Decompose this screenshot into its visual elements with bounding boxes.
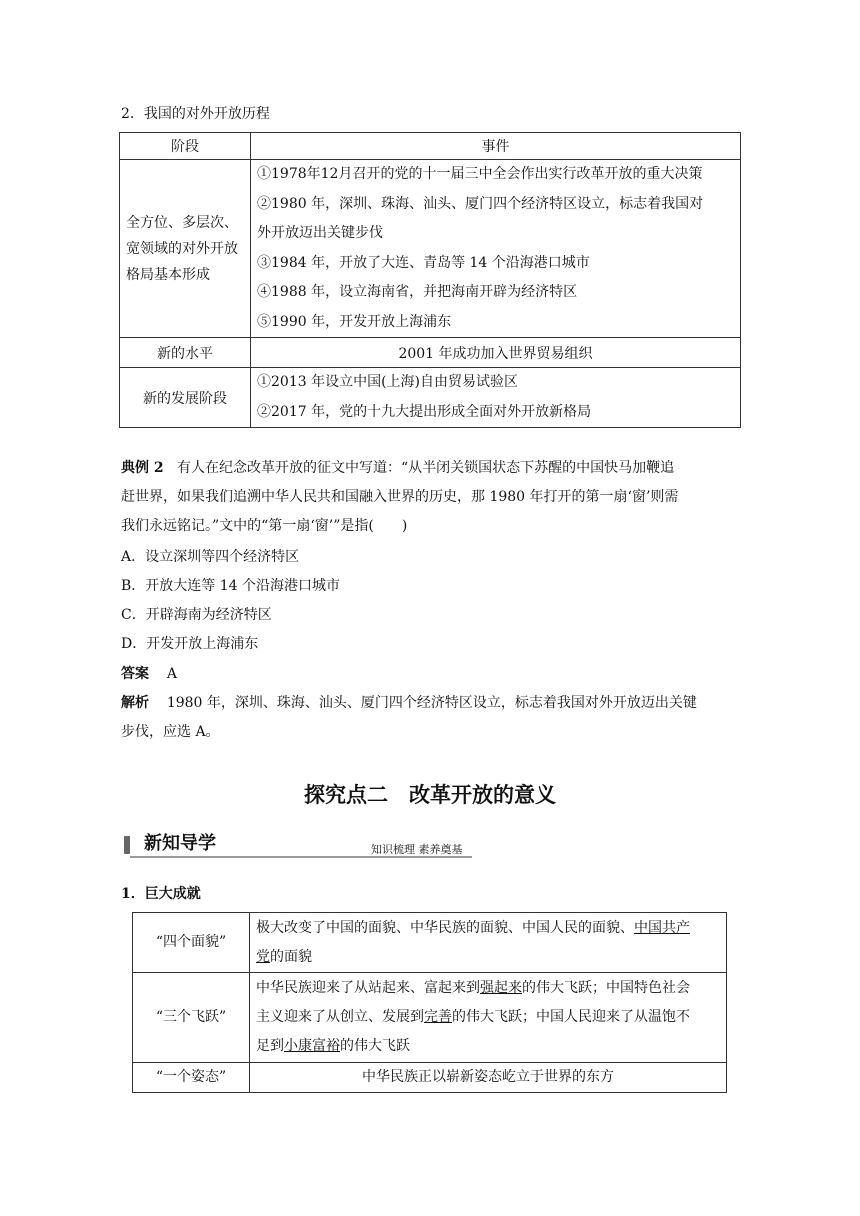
event-cell-new-stage <box>251 368 741 428</box>
underlined-text: 强起来 <box>480 980 522 996</box>
section-heading-opening-history: 2．我国的对外开放历程 <box>121 106 270 122</box>
table-header-event: 事件 <box>251 133 741 160</box>
value-three-leaps <box>250 973 727 1063</box>
banner-subtitle: 知识梳理 素养奠基 <box>371 843 463 856</box>
stage-cell-new-level: 新的水平 <box>120 338 251 368</box>
key-one-posture: “一个姿态” <box>133 1063 250 1093</box>
value-text: 中华民族迎来了从站起来、富起来到 <box>256 980 480 996</box>
table-header-stage: 阶段 <box>120 133 251 160</box>
banner-underline <box>130 856 472 858</box>
event-line: ①1978年12月召开的党的十一届三中全会作出实行改革开放的重大决策 <box>257 166 703 182</box>
value-text: 足到 <box>256 1038 284 1054</box>
answer-line <box>121 664 177 684</box>
underlined-text: 中国共产 <box>634 919 690 936</box>
analysis-line: 步伐，应选 A。 <box>121 724 220 740</box>
underlined-text: 党 <box>256 948 270 965</box>
section-title-significance: 探究点二 改革开放的意义 <box>304 782 556 807</box>
value-text: 的面貌 <box>270 948 312 965</box>
example-question-line: 我们永远铭记。”文中的“第一扇‘窗’”是指( ) <box>121 518 408 534</box>
option-b: B．开放大连等 14 个沿海港口城市 <box>121 578 341 594</box>
underlined-text: 小康富裕 <box>284 1038 340 1054</box>
example-question-line: 赶世界，如果我们追溯中华人民共和国融入世界的历史，那 1980 年打开的第一扇‘窗’则需 <box>121 489 679 505</box>
event-line: ④1988 年，设立海南省，并把海南开辟为经济特区 <box>257 284 578 300</box>
value-text: 的伟大飞跃；中国人民迎来了从温饱不 <box>452 1009 690 1025</box>
option-a: A．设立深圳等四个经济特区 <box>121 549 300 565</box>
value-text: 主义迎来了从创立、发展到 <box>256 1009 424 1025</box>
key-three-leaps: “三个飞跃” <box>133 973 250 1063</box>
event-cell-new-level: 2001 年成功加入世界贸易组织 <box>251 338 741 368</box>
event-line: ⑤1990 年，开发开放上海浦东 <box>257 313 452 330</box>
opening-history-table <box>119 132 741 428</box>
key-four-aspects: “四个面貌” <box>133 913 250 973</box>
achievements-table <box>132 912 727 1093</box>
banner-title: 新知导学 <box>144 833 216 854</box>
new-knowledge-banner <box>124 832 472 858</box>
option-d: D．开发开放上海浦东 <box>121 636 259 652</box>
event-line: ②2017 年，党的十九大提出形成全面对外开放新格局 <box>257 403 592 420</box>
answer-label: 答案 <box>121 666 149 682</box>
example-text: 有人在纪念改革开放的征文中写道：“从半闭关锁国状态下苏醒的中国快马加鞭追 <box>176 460 675 476</box>
value-text: 极大改变了中国的面貌、中华民族的面貌、中国人民的面貌、 <box>256 919 634 936</box>
event-cell-full-opening <box>251 160 741 338</box>
answer-value: A <box>166 666 177 682</box>
event-line: ①2013 年设立中国(上海)自由贸易试验区 <box>257 374 519 390</box>
banner-bar-icon <box>124 836 130 854</box>
value-text: 的伟大飞跃 <box>340 1038 410 1054</box>
option-c: C．开辟海南为经济特区 <box>121 607 272 623</box>
stage-cell-full-opening: 全方位、多层次、宽领域的对外开放格局基本形成 <box>120 160 251 338</box>
analysis-text: 1980 年，深圳、珠海、汕头、厦门四个经济特区设立，标志着我国对外开放迈出关键 <box>166 695 697 711</box>
analysis-line <box>121 693 697 713</box>
analysis-label: 解析 <box>121 695 149 711</box>
value-four-aspects <box>250 913 727 973</box>
example-question-line <box>121 458 674 478</box>
value-one-posture: 中华民族正以崭新姿态屹立于世界的东方 <box>250 1063 727 1093</box>
event-line: ②1980 年，深圳、珠海、汕头、厦门四个经济特区设立，标志着我国对 <box>257 195 704 212</box>
value-text: 的伟大飞跃；中国特色社会 <box>522 980 690 996</box>
event-line: 外开放迈出关键步伐 <box>257 225 383 241</box>
example-label: 典例 2 <box>121 460 164 476</box>
stage-cell-new-stage: 新的发展阶段 <box>120 368 251 428</box>
event-line: ③1984 年，开放了大连、青岛等 14 个沿海港口城市 <box>257 254 590 271</box>
underlined-text: 完善 <box>424 1009 452 1025</box>
section-heading-achievements: 1．巨大成就 <box>121 886 201 902</box>
